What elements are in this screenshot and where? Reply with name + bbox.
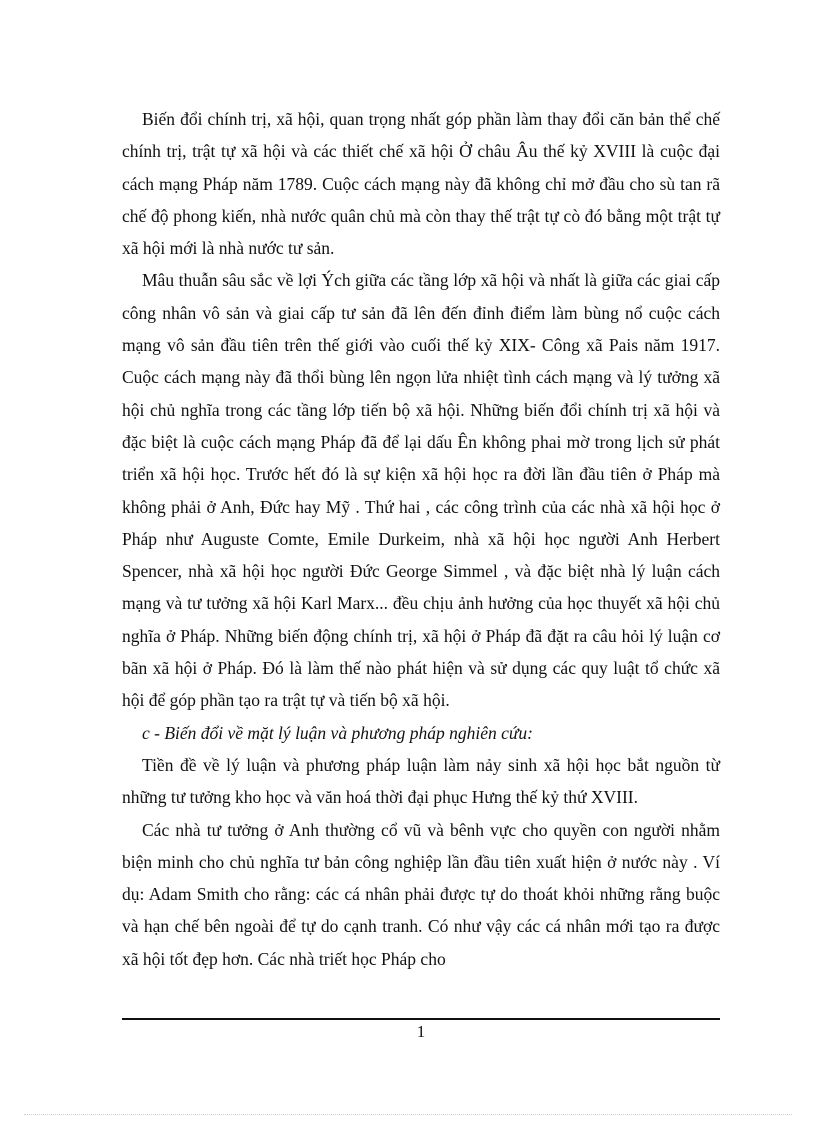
- section-heading-theory-methods: c - Biến đổi về mặt lý luận và phương pháp nghiên cứu:: [142, 722, 533, 743]
- paragraph-political-changes: Biến đổi chính trị, xã hội, quan trọng nhất góp phần làm thay đổi căn bản thể chế chính trị, trật tự xã hội và các thiết chế xã hội Ở châu Âu thế kỷ XVIII là cuộc đại cách mạng Pháp năm 1789. Cuộc cách mạng này đã không chỉ mở đầu cho sù tan rã chế độ phong kiến, nhà nước quân chủ mà còn thay thế trật tự cò đó bằng một trật tự xã hội mới là nhà nước tư sản.: [122, 109, 720, 259]
- paragraph-class-conflict: Mâu thuẫn sâu sắc về lợi Ých giữa các tầng lớp xã hội và nhất là giữa các giai cấp công nhân vô sản và giai cấp tư sản đã lên đến đỉnh điểm làm bùng nổ cuộc cách mạng vô sản đầu tiên trên thế giới vào cuối thế kỷ XIX- Công xã Pais năm 1917. Cuộc cách mạng này đã thổi bùng lên ngọn lửa nhiệt tình cách mạng và lý tưởng xã hội chủ nghĩa trong các tầng lớp tiến bộ xã hội. Những biến đổi chính trị xã hội và đặc biệt là cuộc cách mạng Pháp đã để lại dấu Ên không phai mờ trong lịch sử phát triển xã hội học. Trước hết đó là sự kiện xã hội học ra đời lần đầu tiên ở Pháp mà không phải ở Anh, Đức hay Mỹ . Thứ hai , các công trình của các nhà xã hội học ở Pháp như Auguste Comte, Emile Durkeim, nhà xã hội học người Anh Herbert Spencer, nhà xã hội học người Đức George Simmel , và đặc biệt nhà lý luận cách mạng và tư tưởng xã hội Karl Marx... đều chịu ảnh hưởng của học thuyết xã hội chủ nghĩa ở Pháp. Những biến động chính trị, xã hội ở Pháp đã đặt ra câu hỏi lý luận cơ bãn xã hội ở Pháp. Đó là làm thế nào phát hiện và sử dụng các quy luật tổ chức xã hội để góp phần tạo ra trật tự và tiến bộ xã hội.: [122, 270, 720, 711]
- paragraph-theoretical-premises: Tiền đề về lý luận và phương pháp luận làm nảy sinh xã hội học bắt nguồn từ những tư tưởng kho học và văn hoá thời đại phục Hưng thế kỷ thứ XVIII.: [122, 754, 720, 808]
- page-bottom-dotted-border: [24, 1114, 792, 1115]
- footer-divider: [122, 1018, 720, 1020]
- body-text: [122, 103, 720, 975]
- paragraph-english-thinkers: Các nhà tư tưởng ở Anh thường cổ vũ và bênh vực cho quyền con người nhằm biện minh cho chủ nghĩa tư bản công nghiệp lần đầu tiên xuất hiện ở nước này . Ví dụ: Adam Smith cho rằng: các cá nhân phải được tự do thoát khỏi những rằng buộc và hạn chế bên ngoài để tự do cạnh tranh. Có như vậy các cá nhân mới tạo ra được xã hội tốt đẹp hơn. Các nhà triết học Pháp cho: [122, 819, 720, 969]
- page-number: 1: [416, 1022, 426, 1041]
